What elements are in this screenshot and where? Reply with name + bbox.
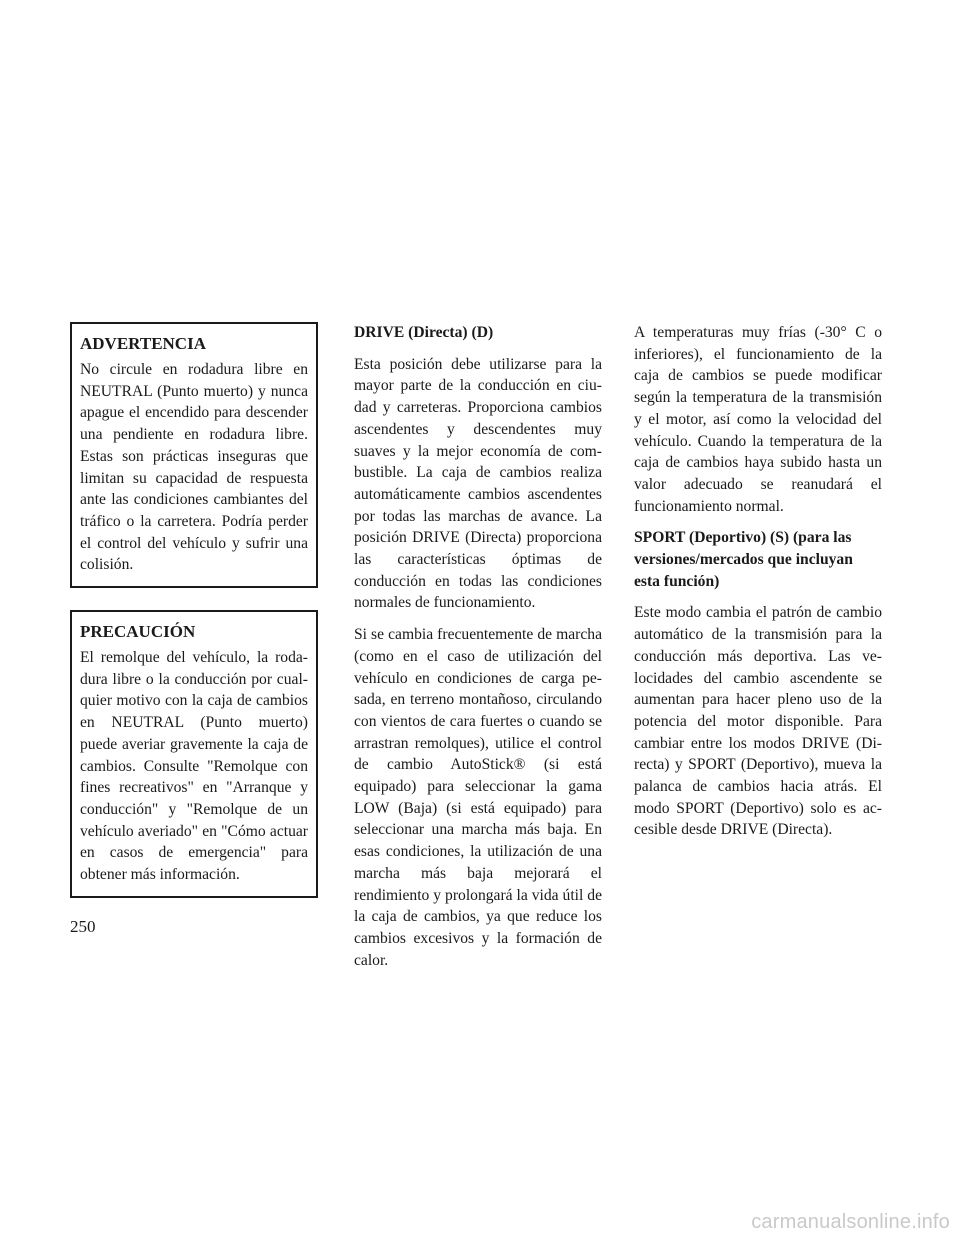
drive-paragraph-2: Si se cambia frecuentemente de marcha (como en el caso de utilización del vehículo en condiciones de carga pesada, en terreno montañoso, circulando con vientos de cara fuertes o cuando se arrastran remolques), utilice el control de cambio AutoStick® (si está equipado) para seleccionar la gama LOW (Baja) (si está equipado) para seleccionar una marcha más baja. En esas condiciones, la utilización de una marcha más baja mejorará el rendimiento y prolongará la vida útil de la caja de cambios, ya que reduce los cambios excesivos y la formación de calor. (354, 626, 602, 969)
warning-box (70, 322, 318, 588)
caution-box (70, 610, 318, 898)
drive-heading: DRIVE (Directa) (D) (354, 324, 494, 341)
middle-column (354, 322, 602, 981)
caution-text: El remolque del vehículo, la rodadura libre o la conducción por cualquier motivo con la caja de cambios en NEUTRAL (Punto muerto) puede averiar gravemente la caja de cambios. Consulte "Remolque con fines recreativos" en "Arranque y conducción" y "Remolque de un vehículo averiado" en "Cómo actuar en casos de emergencia" para obtener más información. (80, 649, 308, 884)
warning-title: ADVERTENCIA (80, 334, 206, 353)
left-column (70, 322, 318, 898)
cold-temperature-paragraph: A temperaturas muy frías (-30° C o inferiores), el funcionamiento de la caja de cambios se puede modificar según la temperatura de la transmisión y el motor, así como la velocidad del vehículo. Cuando la temperatura de la caja de cambios haya subido hasta un valor adecuado se reanudará el funcionamiento normal. (634, 324, 882, 515)
watermark: carmanualsonline.info (751, 1211, 950, 1233)
sport-heading: SPORT (Deportivo) (S) (para las versiones/mercados que incluyan esta función) (634, 529, 853, 590)
page-number: 250 (70, 917, 96, 936)
right-column (634, 322, 882, 851)
caution-title: PRECAUCIÓN (80, 622, 196, 642)
drive-paragraph-1: Esta posición debe utilizarse para la mayor parte de la conducción en ciudad y carreteras. Proporciona cambios ascendentes y descendentes muy suaves y la mejor economía de combustible. La caja de cambios realiza automáticamente cambios ascendentes por todas las marchas de avance. La posición DRIVE (Directa) proporciona las características óptimas de conducción en todas las condiciones normales de funcionamiento. (354, 355, 602, 612)
sport-paragraph: Este modo cambia el patrón de cambio automático de la transmisión para la conducción más deportiva. Las velocidades del cambio ascendente se aumentan para hacer pleno uso de la potencia del motor disponible. Para cambiar entre los modos DRIVE (Directa) y SPORT (Deportivo), mueva la palanca de cambios hacia atrás. El modo SPORT (Deportivo) solo es accesible desde DRIVE (Directa). (634, 604, 882, 839)
warning-text: No circule en rodadura libre en NEUTRAL (Punto muerto) y nunca apague el encendido para descender una pendiente en rodadura libre. Estas son prácticas inseguras que limitan su capacidad de respuesta ante las condiciones cambiantes del tráfico o la carretera. Podría perder el control del vehículo y sufrir una colisión. (80, 361, 308, 574)
